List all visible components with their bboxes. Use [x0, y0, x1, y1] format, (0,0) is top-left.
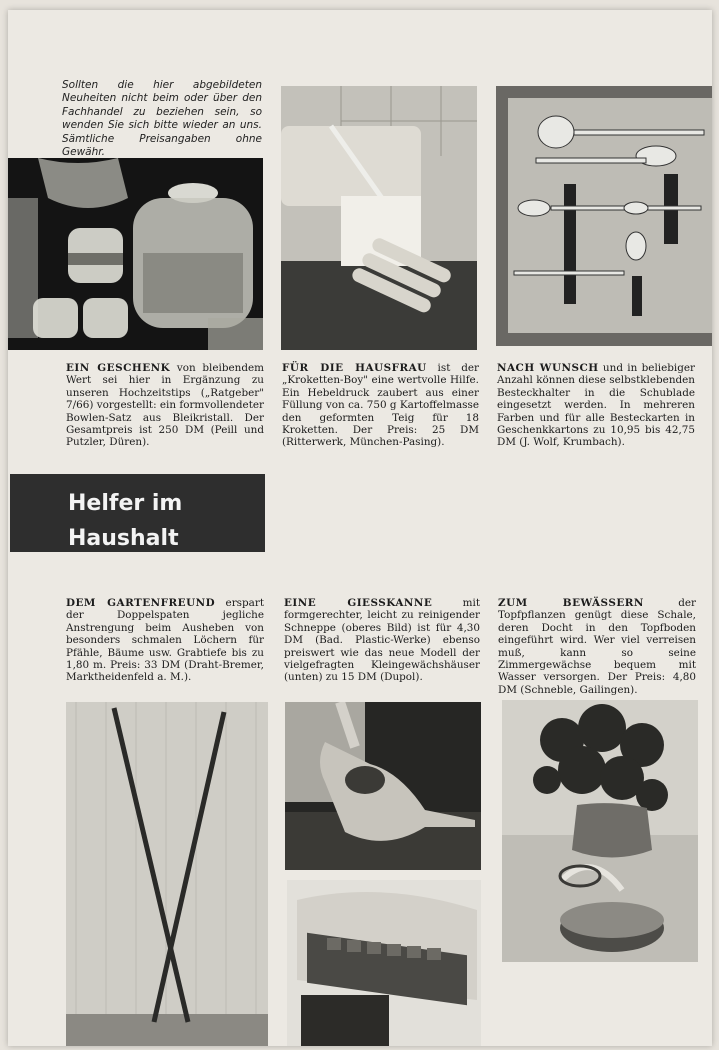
cutlery-drawer-photo — [496, 86, 712, 346]
item-heading: EIN GESCHENK — [66, 362, 171, 374]
kroketten-boy-photo — [281, 86, 477, 350]
item-bewaessern — [498, 597, 696, 696]
section-banner — [10, 474, 265, 552]
intro-note: Sollten die hier abgebildeten Neuheiten nicht beim oder über den Fachhandel zu beziehen sein, so wenden Sie sich bitte wieder an uns. Sämtliche Preisangaben ohne Gewähr. — [62, 78, 262, 158]
item-heading: EINE GIESSKANNE — [284, 597, 433, 609]
item-body: ist der „Kroketten-Boy" eine wertvolle Hilfe. Ein Hebeldruck zaubert aus einer Füllung von ca. 750 g Kartoffelmasse den geformten Teig für 18 Kroketten. Der Preis: 25 DM (Ritterwerk, München-Pasing). — [282, 362, 479, 449]
item-heading: NACH WUNSCH — [497, 362, 599, 374]
double-spade-photo — [66, 702, 268, 1046]
item-body: und in beliebiger Anzahl können diese selbstklebenden Besteckhalter in die Schublade eingesetzt werden. In mehreren Farben und für alle Besteckarten in Geschenkkartons zu 10,95 bis 42,75 DM (J. Wolf, Krumbach). — [497, 362, 695, 449]
greenhouse-photo — [287, 880, 481, 1046]
banner-line-2: Haushalt — [68, 526, 179, 551]
banner-line-1: Helfer im — [68, 491, 183, 516]
item-heading: FÜR DIE HAUSFRAU — [282, 362, 427, 374]
item-heading: ZUM BEWÄSSERN — [498, 597, 644, 609]
item-body: von bleibendem Wert sei hier in Ergänzung zu unseren Hochzeitstips („Ratgeber" 7/66) vorgestellt: ein formvollendeter Bowlen-Satz aus Bleikristall. Der Gesamtpreis ist 250 DM (Peill und Putzler, Düren). — [66, 362, 264, 449]
magazine-page — [8, 10, 712, 1046]
item-body: erspart der Doppelspaten jegliche Anstrengung beim Ausheben von besonders schmalen Löchern für Pfähle, Bäume usw. Grabtiefe bis zu 1,80 m. Preis: 33 DM (Draht-Bremer, Marktheidenfeld a. M.). — [66, 597, 264, 684]
item-wunsch — [497, 362, 695, 449]
item-heading: DEM GARTENFREUND — [66, 597, 216, 609]
plant-bowl-photo — [502, 700, 698, 962]
item-hausfrau — [282, 362, 479, 449]
watering-can-photo — [285, 702, 481, 870]
item-gartenfreund — [66, 597, 264, 684]
bowl-set-photo — [8, 158, 263, 350]
item-body: mit formgerechter, leicht zu reinigender Schneppe (oberes Bild) ist für 4,30 DM (Bad. Plastic-Werke) ebenso preiswert wie das neue Modell der vielgefragten Kleingewächshäuser (unten) zu 15 DM (Dupol). — [284, 597, 480, 684]
item-body: der Topfpflanzen genügt diese Schale, deren Docht in den Topfboden eingeführt wird. Wer viel verreisen muß, kann so seine Zimmergewächse bequem mit Wasser versorgen. Der Preis: 4,80 DM (Schneble, Gailingen). — [498, 597, 696, 696]
item-geschenk — [66, 362, 264, 449]
item-giesskanne — [284, 597, 480, 684]
